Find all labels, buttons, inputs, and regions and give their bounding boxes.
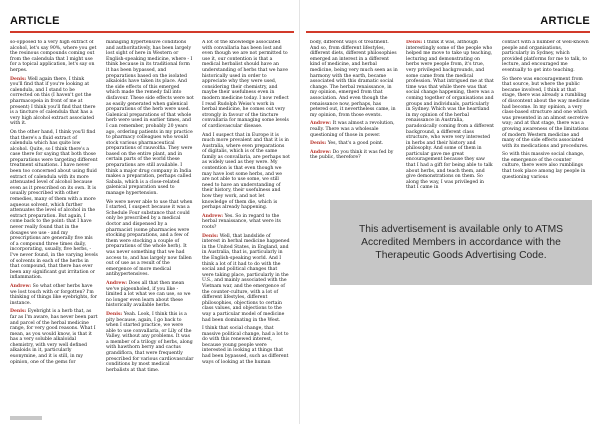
- paragraph: [310, 141, 398, 147]
- paragraph-text: I think that social change, that massive political change, had a lot to do with this renewed interest, because young people were interested in looking at things that had been bypassed, such as different ways of looking at the human: [202, 326, 289, 365]
- text-column: [202, 40, 290, 418]
- text-column: [106, 40, 194, 418]
- paragraph: [10, 77, 98, 127]
- speaker-label: Andrew:: [10, 283, 32, 289]
- paragraph-text: managing hypertensive conditions and authoritatively, has been largely lost sight of here in Western or English-speaking medicine, where - I think because in its traditional form it has been bypassed, and preparations based on the isolated alkaloids have taken its place. And the side effects of this emerged which made the remedy fall into disfavour. These side effects were not as easily generated when galenical preparations of the herb were used. Galenical preparations of that whole herb were used in earlier times, and I can remember, probably 20 years ago, ordering patients in my practice to pharmacy colleagues who would stock various pharmaceutical preparations of rauwolfia. They were based on the entire plant, and in certain parts of the world these preparations are still available. I think a major drug company in India makes a preparation, perhaps called Sabala, which is a close-related galenical preparation used to manage hypertension.: [106, 40, 194, 197]
- paragraph-text: Yeah. Look, I think this is a pity because, again, I go back to when I started practice, we were able to use convallaria, or Lily of the Valley, without any problems. It was a member of a trilogy of herbs, along with hawthorn berry and cactus grandiflora, that were frequently prescribed for various cardiovascular conditions by most medical herbalists at that time.: [106, 311, 194, 373]
- section-header: ARTICLE: [10, 15, 60, 27]
- paragraph-text: Does all that then mean we've pigeonholed, if you like - limited a lot what we can use, so we no longer even learn about these historically available herbs.: [106, 280, 191, 309]
- paragraph-text: so-opposed to a very high extract of alcohol, let's say 90%, where you get the resinous compounds coming out from the calendula that I might use for a topical application, let's say on herpes.: [10, 40, 97, 73]
- paragraph: [202, 214, 290, 231]
- paragraph-text: On the other hand, I think you'll find that there's a fluid extract of calendula which has quite low alcohol. Quite, so I think there's a case there for saying that both those preparations were targeting different treatment situations. I have never been too concerned about using fluid extract of calendula with its more attenuated level of alcohol because even as it prescribed on its own. It is usually prescribed with other remedies, many of them with a more aqueous solvent, which further attenuates the level of alcohol in the extract preparation. But again, I come back to the point: that I have never really found that in the dosages we use - and my prescriptions are generally five mls of a compound three times daily, incorporating, usually, five herbs, - I've never found, in the varying levels of solvents in each of the herbs in that compound, that there has ever been any significant gut irritation or inflammation.: [10, 129, 98, 281]
- speaker-label: Andrew:: [310, 121, 332, 127]
- paragraph-text: Do you think it was fed by the public, therefore?: [310, 149, 394, 161]
- paragraph-text: We were never able to use that when I started, I suspect because it was a Schedule Four substance that could only be prescribed by a medical doctor and dispensed by a pharmacist (some pharmacies were stocking preparations, and a few of them were stocking a couple of preparations of the whole herb). It was never something that we had access to, and has largely now fallen out of use as a result of the emergence of more medical antihypertensives.: [106, 199, 193, 278]
- speaker-label: Denis:: [10, 76, 27, 82]
- speaker-label: Denis:: [310, 141, 327, 147]
- paragraph: [202, 234, 290, 324]
- speaker-label: Denis:: [10, 309, 27, 315]
- paragraph-text: Eyebright is a herb that, as far as I'm aware, has never been part and parcel of the herbal medicine range, for very good reasons. What I mean, as you would know, is that it has a very soluble alkaloidal chemistry, with very well defined alkaloids in it, particularly euonymine, and it is still, in my opinion, one of the gems for: [10, 309, 98, 365]
- section-header: ARTICLE: [540, 15, 590, 27]
- speaker-label: Denis:: [202, 233, 219, 239]
- paragraph: [202, 40, 290, 130]
- text-column: [10, 40, 98, 418]
- speaker-label: Denis:: [406, 40, 423, 45]
- paragraph: [310, 121, 398, 138]
- paragraph-text: So with this massive social change, the emergence of the counter culture, there were also rumblings that took place among lay people in questioning various: [502, 152, 586, 180]
- speaker-label: Andrew:: [310, 149, 332, 155]
- paragraph: [106, 281, 194, 309]
- paragraph: [502, 152, 590, 180]
- speaker-label: Denis:: [106, 311, 123, 317]
- speaker-label: Andrew:: [202, 213, 224, 219]
- paragraph: [502, 77, 590, 150]
- paragraph: [202, 133, 290, 211]
- paragraph: [310, 150, 398, 161]
- paragraph-text: body, different ways of treatment. And so, from different lifestyles, different diets, different philosophies emerged an interest in a different kind of medicine, and herbal medicine, being very much seen as in harmony with the earth, became associated with this dramatic social change. The herbal renaissance, in my opinion, emerged from that association. And even though the renaissance now, perhaps, has petered out, it nevertheless came, in my opinion, from those events.: [310, 40, 398, 118]
- paragraph-text: So there was encouragement from that source, but where the public became involved, I think at that stage, there was already a rumbling of discontent about the way medicine had become. In my opinion, a very class-based structure and one which was presented in an almost secretive way; and at that stage, there was a growing awareness of the limitations of modern Western medicine and many of the side effects associated with its medications and procedures.: [502, 76, 590, 149]
- paragraph-text: Yes, that's a good point.: [327, 141, 384, 147]
- paragraph-text: So what other herbs have we lost touch with or forgotten? I'm thinking of things like eyebrights, for instance.: [10, 283, 97, 306]
- paragraph: [502, 40, 590, 74]
- paragraph-text: Well again there, I think you'll find that if you're looking at calendula, and I stand to be corrected on this (I haven't got the pharmacopeia in front of me at present) I think you'll find that there is a tincture of calendula that has a very high alcohol extract associated with it.: [10, 76, 96, 127]
- speaker-label: Andrew:: [106, 280, 128, 286]
- paragraph: [10, 284, 98, 306]
- paragraph: [202, 326, 290, 365]
- paragraph-text: And I suspect that in Europe it is much more prevalent and that it is in Australia, where even preparations of digitalis, which is of the same family as convallaria, are perhaps not as widely used as they were. My contention is that even though we may have lost some herbs, and we are not able to use some, we still need to have an understanding of their history, their usefulness and how they work, and not let knowledge of them die, which is perhaps already happening.: [202, 132, 290, 211]
- paragraph: [10, 309, 98, 365]
- paragraph-text: Well, that landslide of interest in herbal medicine happened in the United States, in England, and in Australia, that is, particularly in the English-speaking world. And I think a lot of it had to do with the social and political changes that were taking place, particularly in the U.S., and mainly associated with the Vietnam war, and the emergence of the counter-culture, with a lot of different lifestyles, different philosophies, objections to certain class values, and objections to the way a particular model of medicine had been dominating in the West.: [202, 233, 290, 323]
- paragraph: [10, 130, 98, 281]
- paragraph: [406, 40, 494, 191]
- paragraph: [106, 40, 194, 197]
- paragraph-text: It was almost a revolution, really. There was a wholesale questioning of those in power.: [310, 121, 395, 138]
- header-rule: [10, 31, 294, 33]
- paragraph: [10, 40, 98, 74]
- paragraph-text: Yes. So in regard to the herbal renaissance, what were its roots?: [202, 213, 281, 230]
- advertising-disclaimer: This advertisement is available only to ATMS Accredited Members in accordance with the Therapeutic Goods Advertising Code.: [330, 200, 592, 285]
- header-rule: [306, 31, 590, 33]
- paragraph: [106, 312, 194, 374]
- paragraph-text: A lot of the knowledge associated with convallaria has been lost and even though we are not permitted to use it, our contention is that a medical herbalist should have an understanding of herbs that we have historically used in order to appreciate why they were used, considering their chemistry, and maybe their usefulness even in modern medicine today. I now reflect I read Rudolph Weiss's work in herbal medicine, he comes out very strongly in favour of the tincture convallaria for managing some levels of cardiovascular disease.: [202, 40, 289, 129]
- folio-mark: [10, 416, 42, 420]
- paragraph: [310, 40, 398, 118]
- paragraph-text: contact with a number of well-known people and organisations, particularly in Sydney, which provided platforms for me to talk, to lecture, and encouraged me eventually to get into teaching.: [502, 40, 589, 73]
- paragraph: [106, 200, 194, 278]
- paragraph-text: I think it was, although interestingly some of the people who helped me move to take up teaching, lecturing and demonstrating on herbs were people from, it's true, very privileged backgrounds, and some came from the medical profession. What intrigued me at that time was that while there was that social change happening, there was a coming together of organisations and groups and individuals, particularly in Sydney. Which was the heartland in my opinion of the herbal renaissance in Australia, paradoxically coming from a different background, a different class structure, who were very interested in herbs and their history and philosophy. And some of them in particular gave me great encouragement because they saw that I had a gift for being able to talk about herbs, and teach them, and give demonstrations on them. So along the way, I was privileged in that I came in: [406, 40, 494, 191]
